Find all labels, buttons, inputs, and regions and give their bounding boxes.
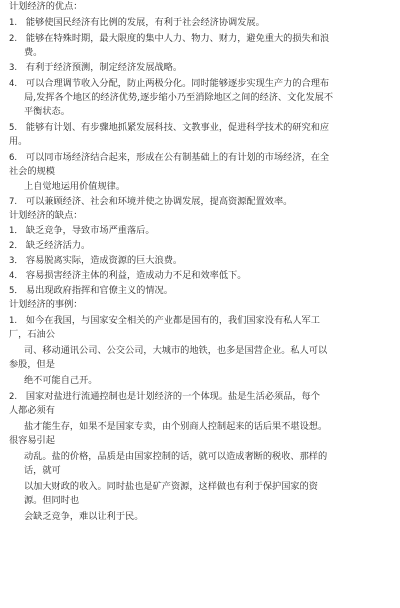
item-number: 7. bbox=[9, 197, 18, 207]
item-number: 1. bbox=[9, 316, 18, 326]
item-number: 2. bbox=[9, 34, 18, 44]
advantage-item bbox=[9, 151, 329, 165]
item-number: 1． bbox=[9, 226, 23, 236]
item-text: 可以合理调节收入分配，防止两极分化。同时能够逐步实现生产力的合理布 bbox=[25, 78, 330, 89]
item-text: 缺乏竞争，导致市场严重落后。 bbox=[25, 225, 155, 236]
item-number: 3. bbox=[9, 63, 18, 73]
item-text-continued: 厂，石油公 bbox=[9, 329, 55, 340]
item-text-continued: 局,发挥各个地区的经济优势,逐步缩小乃至消除地区之间的经济、文化发展不 bbox=[24, 92, 334, 103]
item-text-continued: 费。 bbox=[24, 47, 43, 58]
advantage-item bbox=[9, 16, 265, 30]
item-text-continued: 人都必须有 bbox=[9, 405, 55, 416]
item-text-continued: 源。但同时也 bbox=[24, 495, 80, 506]
item-text-continued: 用。 bbox=[9, 136, 28, 147]
advantage-item bbox=[9, 121, 329, 135]
item-text: 容易脱离实际，造成资源的巨大浪费。 bbox=[25, 255, 183, 266]
item-text: 国家对盐进行流通控制也是计划经济的一个体现。盐是生活必须品，每个 bbox=[25, 391, 320, 402]
item-number: 4． bbox=[9, 271, 23, 281]
item-text: 有利于经济预测，制定经济发展战略。 bbox=[25, 62, 183, 73]
disadvantage-item bbox=[9, 254, 182, 268]
item-text-continued: 绝不可能自己开。 bbox=[24, 375, 98, 386]
item-text: 可以同市场经济结合起来，形成在公有制基础上的有计划的市场经济，在全 bbox=[25, 152, 330, 163]
item-number: 5. bbox=[9, 123, 18, 133]
advantages-heading: 计划经济的优点： bbox=[9, 1, 83, 12]
item-text: 可以兼顾经济、社会和环境并使之协调发展，提高资源配置效率。 bbox=[25, 196, 293, 207]
item-text-continued: 平衡状态。 bbox=[24, 106, 70, 117]
advantage-item bbox=[9, 32, 329, 46]
item-text: 缺乏经济活力。 bbox=[25, 240, 91, 251]
item-text-continued: 盐才能生存，如果不是国家专卖，由个别商人控制起来的话后果不堪设想。 bbox=[24, 421, 328, 432]
item-text: 能够在特殊时期，最大限度的集中人力、物力、财力，避免重大的损失和浪 bbox=[25, 33, 330, 44]
item-text-continued: 话，就可 bbox=[24, 465, 61, 476]
examples-heading: 计划经济的事例： bbox=[9, 299, 83, 310]
example-item bbox=[9, 314, 320, 328]
disadvantages-heading: 计划经济的缺点： bbox=[9, 210, 83, 221]
item-number: 2． bbox=[9, 241, 23, 251]
advantage-item bbox=[9, 61, 182, 75]
disadvantage-item bbox=[9, 284, 173, 298]
item-text-continued: 参股，但是 bbox=[9, 359, 55, 370]
item-text-continued: 会缺乏竞争，难以让利于民。 bbox=[24, 511, 144, 522]
item-text: 能够使国民经济有比例的发展，有利于社会经济协调发展。 bbox=[25, 17, 265, 28]
item-text: 如今在我国，与国家安全相关的产业都是国有的，我们国家没有私人军工 bbox=[25, 315, 320, 326]
item-text-continued: 以加大财政的收入。同时盐也是矿产资源，这样做也有利于保护国家的资 bbox=[24, 481, 318, 492]
item-text: 能够有计划、有步骤地抓紧发展科技、文教事业，促进科学技术的研究和应 bbox=[25, 122, 330, 133]
advantage-item bbox=[9, 195, 292, 209]
item-number: 2. bbox=[9, 392, 18, 402]
item-number: 1. bbox=[9, 18, 18, 28]
item-number: 3． bbox=[9, 256, 23, 266]
item-number: 6. bbox=[9, 153, 18, 163]
item-text: 易出现政府指挥和官僚主义的情况。 bbox=[25, 285, 173, 296]
advantage-item bbox=[9, 77, 329, 91]
item-text: 容易损害经济主体的利益，造成动力不足和效率低下。 bbox=[25, 270, 247, 281]
example-item bbox=[9, 390, 320, 404]
item-number: 4. bbox=[9, 79, 18, 89]
disadvantage-item bbox=[9, 224, 155, 238]
item-text-continued: 很容易引起 bbox=[9, 435, 55, 446]
item-text-continued: 动乱。盐的价格，品质是由国家控制的话，就可以造成奢断的税收、那样的 bbox=[24, 451, 328, 462]
disadvantage-item bbox=[9, 269, 246, 283]
item-text-continued: 司、移动通讯公司、公交公司，大城市的地铁，也多是国营企业。私人可以 bbox=[24, 345, 328, 356]
item-text-continued: 社会的规模 bbox=[9, 166, 55, 177]
item-text-continued: 上自觉地运用价值规律。 bbox=[24, 181, 126, 192]
disadvantage-item bbox=[9, 239, 90, 253]
item-number: 5． bbox=[9, 286, 23, 296]
